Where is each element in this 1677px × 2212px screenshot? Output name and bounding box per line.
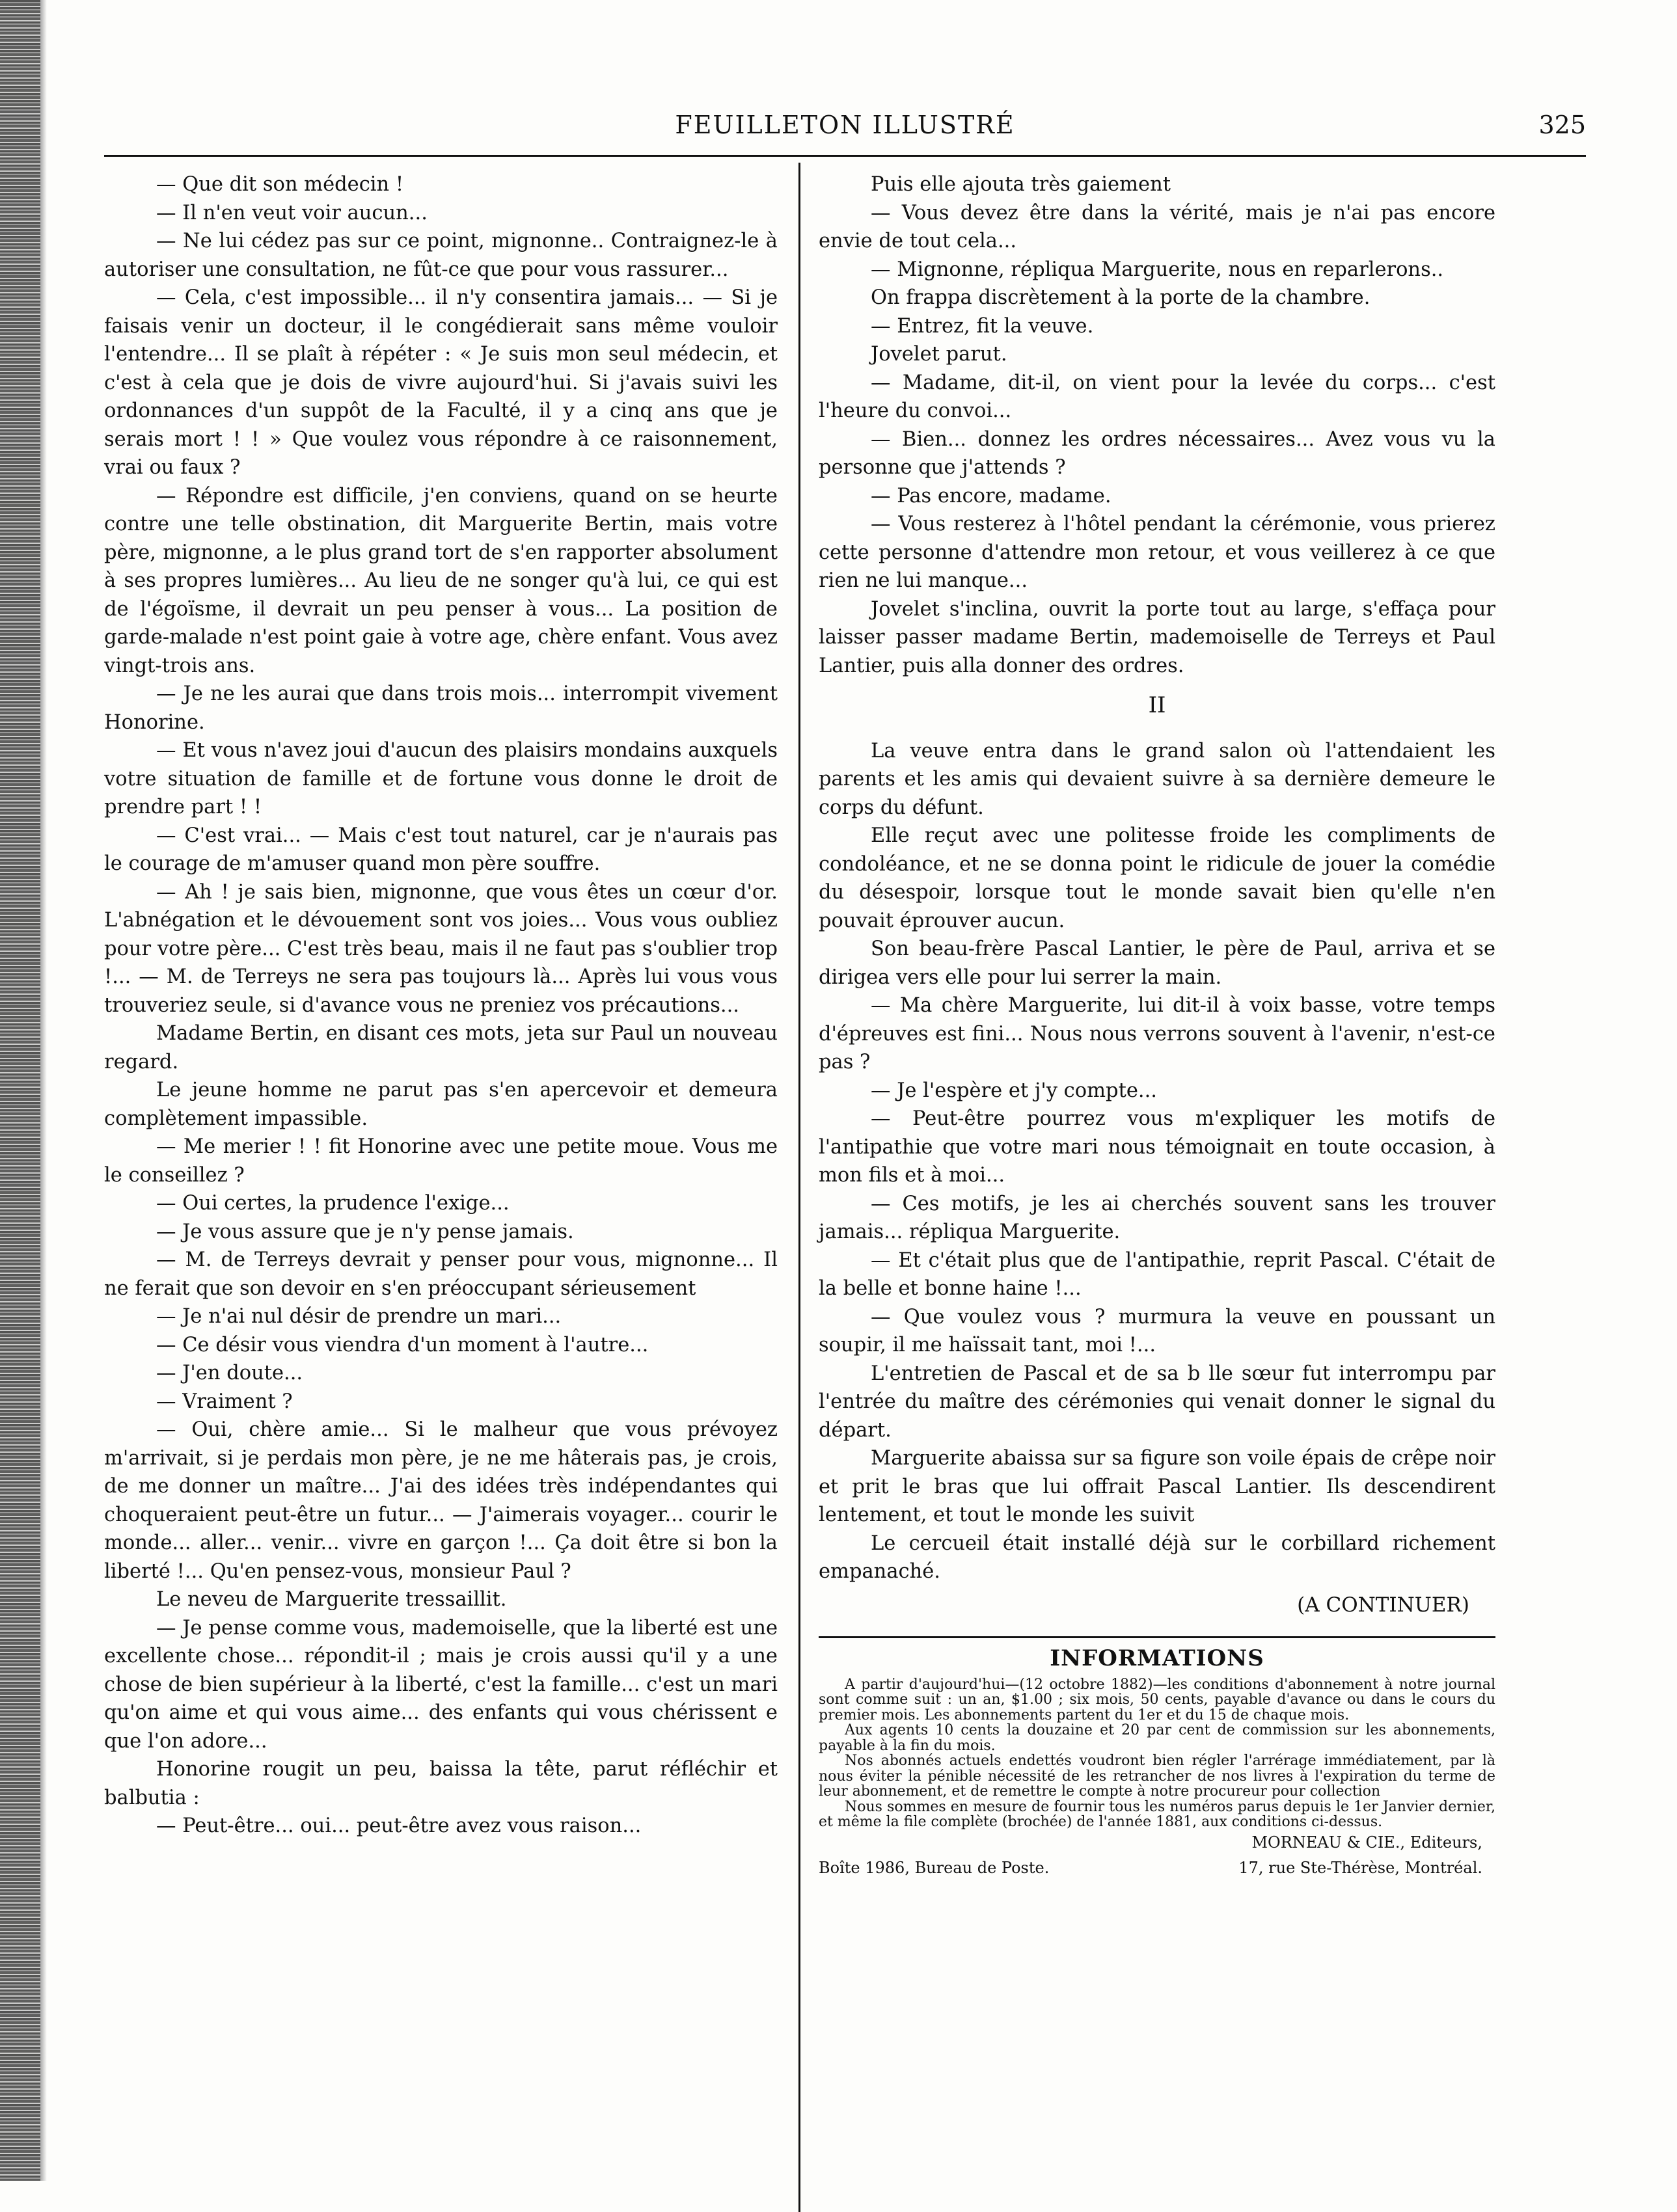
paragraph: — Vous devez être dans la vérité, mais je n'ai pas encore envie de tout cela...	[819, 201, 1495, 252]
postal-box: Boîte 1986, Bureau de Poste.	[819, 1859, 1050, 1877]
page-number: 325	[1538, 111, 1586, 139]
paragraph: — Ce désir vous viendra d'un moment à l'autre...	[156, 1333, 649, 1356]
paragraph: — Vraiment ?	[156, 1390, 293, 1413]
running-title: FEUILLETON ILLUSTRÉ	[675, 111, 1015, 139]
paragraph: Marguerite abaissa sur sa figure son voile épais de crêpe noir et prit le bras que lui offrait Pascal Lantier. Ils descendirent lentement, et tout le monde les suivit	[819, 1447, 1495, 1526]
paragraph: — Peut-être... oui... peut-être avez vous raison...	[156, 1814, 642, 1837]
paragraph: Le neveu de Marguerite tressaillit.	[156, 1588, 507, 1611]
paragraph: — Me merier ! ! fit Honorine avec une petite moue. Vous me le conseillez ?	[104, 1135, 778, 1187]
street-address: 17, rue Ste-Thérèse, Montréal.	[1238, 1859, 1482, 1877]
paragraph: — Et c'était plus que de l'antipathie, reprit Pascal. C'était de la belle et bonne haine !...	[819, 1248, 1495, 1300]
paragraph: Le cercueil était installé déjà sur le corbillard richement empanaché.	[819, 1531, 1495, 1583]
paragraph: — Je vous assure que je n'y pense jamais.	[156, 1220, 574, 1243]
paragraph: — Ma chère Marguerite, lui dit-il à voix basse, votre temps d'épreuves est fini... Nous nous verrons souvent à l'avenir, n'est-ce pas ?	[819, 994, 1495, 1073]
paragraph: — Ne lui cédez pas sur ce point, mignonne.. Contraignez-le à autoriser une consultation, ne fût-ce que pour vous rassurer...	[104, 230, 778, 281]
paragraph: Puis elle ajouta très gaiement	[871, 173, 1171, 196]
paragraph: Le jeune homme ne parut pas s'en apercevoir et demeura complètement impassible.	[104, 1079, 778, 1130]
page-gutter	[40, 0, 47, 2181]
to-be-continued: (A CONTINUER)	[1297, 1593, 1469, 1617]
paragraph: On frappa discrètement à la porte de la chambre.	[871, 286, 1370, 309]
paragraph: — M. de Terreys devrait y penser pour vous, mignonne... Il ne ferait que son devoir en s'en préoccupant sérieusement	[104, 1248, 778, 1300]
left-column	[104, 170, 778, 1841]
informations-title: INFORMATIONS	[1050, 1645, 1264, 1671]
paragraph: — Que voulez vous ? murmura la veuve en poussant un soupir, il me haïssait tant, moi !...	[819, 1305, 1495, 1356]
section-number: II	[1148, 692, 1166, 718]
right-column-top-text	[819, 170, 1495, 680]
informations-paragraphs	[819, 1677, 1495, 1830]
paragraph: — Oui, chère amie... Si le malheur que vous prévoyez m'arrivait, si je perdais mon père, je ne me hâterais pas, je crois, de me donner un maître... J'ai des idées très indépendantes qui choqueraient peut-être un futur... — J'aimerais voyager... courir le monde... aller... venir... vivre en garçon !... Ça doit être si bon la liberté !... Qu'en pensez-vous, monsieur Paul ?	[104, 1418, 778, 1583]
paragraph: — Entrez, fit la veuve.	[871, 314, 1094, 338]
paragraph: — Madame, dit-il, on vient pour la levée du corps... c'est l'heure du convoi...	[819, 371, 1495, 422]
publisher-name: MORNEAU & CIE., Editeurs,	[1251, 1833, 1482, 1852]
paragraph: Honorine rougit un peu, baissa la tête, parut réfléchir et balbutia :	[104, 1758, 778, 1809]
paragraph: Elle reçut avec une politesse froide les compliments de condoléance, et ne se donna point le ridicule de jouer la comédie du désespoir, lorsque tout le monde savait bien qu'elle n'en pouvait éprouver aucun.	[819, 824, 1495, 932]
paragraph: Jovelet s'inclina, ouvrit la porte tout au large, s'effaça pour laisser passer madame Bertin, mademoiselle de Terreys et Paul Lantier, puis alla donner des ordres.	[819, 597, 1495, 677]
informations-box	[819, 1645, 1495, 1883]
publisher-address	[819, 1854, 1495, 1883]
right-column-bottom-text	[819, 737, 1495, 1586]
paragraph: L'entretien de Pascal et de sa b lle sœur fut interrompu par l'entrée du maître des cérémonies qui venait donner le signal du départ.	[819, 1362, 1495, 1442]
column-divider	[798, 163, 800, 2212]
book-spine-edge	[0, 0, 40, 2181]
paragraph: Jovelet parut.	[871, 343, 1007, 366]
header-rule	[104, 155, 1586, 157]
paragraph: — Mignonne, répliqua Marguerite, nous en reparlerons..	[871, 258, 1444, 281]
paragraph: — Ah ! je sais bien, mignonne, que vous êtes un cœur d'or. L'abnégation et le dévouement sont vos joies... Vous vous oubliez pour votre père... C'est très beau, mais il ne faut pas s'oublier trop !... — M. de Terreys ne sera pas toujours là... Après lui vous vous trouveriez seule, si d'avance vous ne preniez vos précautions...	[104, 880, 778, 1017]
information-paragraph: Nos abonnés actuels endettés voudront bien régler l'arrérage immédiatement, par là nous éviter la pénible nécessité de les retrancher de nos livres à l'expiration du terme de leur abonnement, et de remettre le compte à notre procureur pour collection	[819, 1753, 1495, 1800]
paragraph: — Je ne les aurai que dans trois mois... interrompit vivement Honorine.	[104, 682, 778, 734]
information-paragraph: A partir d'aujourd'hui—(12 octobre 1882)—les conditions d'abonnement à notre journal sont comme suit : un an, $1.00 ; six mois, 50 cents, payable d'avance ou dans le cours du premier mois. Les abonnements partent du 1er et du 15 de chaque mois.	[819, 1676, 1495, 1723]
paragraph: — Répondre est difficile, j'en conviens, quand on se heurte contre une telle obstination, dit Marguerite Bertin, mais votre père, mignonne, a le plus grand tort de s'en rapporter absolument à ses propres lumières... Au lieu de ne songer qu'à lui, ce qui est de l'égoïsme, il devrait un peu penser à vous... La position de garde-malade n'est point gaie à votre age, chère enfant. Vous avez vingt-trois ans.	[104, 484, 778, 677]
paragraph: — Il n'en veut voir aucun...	[156, 201, 428, 224]
right-column	[819, 170, 1495, 1883]
paragraph: — Que dit son médecin !	[156, 173, 404, 196]
information-paragraph: Aux agents 10 cents la douzaine et 20 par cent de commission sur les abonnements, payable à la fin du mois.	[819, 1722, 1495, 1754]
paragraph: — Oui certes, la prudence l'exige...	[156, 1192, 510, 1215]
paragraph: — Je pense comme vous, mademoiselle, que la liberté est une excellente chose... répondit-il ; mais je crois aussi qu'il y a une chose de bien supérieur à la liberté, c'est la famille... c'est un mari qu'on aime et qui vous aime... des enfants qui vous chérissent e que l'on adore...	[104, 1616, 778, 1753]
page-header	[104, 111, 1586, 147]
paragraph: — Pas encore, madame.	[871, 484, 1111, 507]
information-paragraph: Nous sommes en mesure de fournir tous les numéros parus depuis le 1er Janvier dernier, et même la file complète (brochée) de l'année 1881, aux conditions ci-dessus.	[819, 1798, 1495, 1830]
paragraph: — Ces motifs, je les ai cherchés souvent sans les trouver jamais... répliqua Marguerite.	[819, 1192, 1495, 1243]
paragraph: — Je l'espère et j'y compte...	[871, 1079, 1157, 1102]
paragraph: Madame Bertin, en disant ces mots, jeta sur Paul un nouveau regard.	[104, 1022, 778, 1073]
paragraph: — Cela, c'est impossible... il n'y consentira jamais... — Si je faisais venir un docteur, il le congédierait sans même vouloir l'entendre... Il se plaît à répéter : « Je suis mon seul médecin, et c'est à cela que je dois de vivre aujourd'hui. Si j'avais suivi les ordonnances d'un suppôt de la Faculté, il y a cinq ans que je serais mort ! ! » Que voulez vous répondre à ce raisonnement, vrai ou faux ?	[104, 286, 778, 479]
paragraph: — Bien... donnez les ordres nécessaires... Avez vous vu la personne que j'attends ?	[819, 427, 1495, 479]
paragraph: La veuve entra dans le grand salon où l'attendaient les parents et les amis qui devaient suivre à sa dernière demeure le corps du défunt.	[819, 739, 1495, 819]
paragraph: — Et vous n'avez joui d'aucun des plaisirs mondains auxquels votre situation de famille et de fortune vous donne le droit de prendre part ! !	[104, 739, 778, 818]
paragraph: — Peut-être pourrez vous m'expliquer les motifs de l'antipathie que votre mari nous témoignait en toute occasion, à mon fils et à moi...	[819, 1107, 1495, 1187]
paragraph: — C'est vrai... — Mais c'est tout naturel, car je n'aurais pas le courage de m'amuser quand mon père souffre.	[104, 824, 778, 875]
paragraph: Son beau-frère Pascal Lantier, le père de Paul, arriva et se dirigea vers elle pour lui serrer la main.	[819, 937, 1495, 989]
informations-rule	[819, 1636, 1495, 1638]
paragraph: — J'en doute...	[156, 1362, 303, 1384]
paragraph: — Je n'ai nul désir de prendre un mari...	[156, 1305, 562, 1328]
paragraph: — Vous resterez à l'hôtel pendant la cérémonie, vous prierez cette personne d'attendre mon retour, et vous veillerez à ce que rien ne lui manque...	[819, 513, 1495, 592]
